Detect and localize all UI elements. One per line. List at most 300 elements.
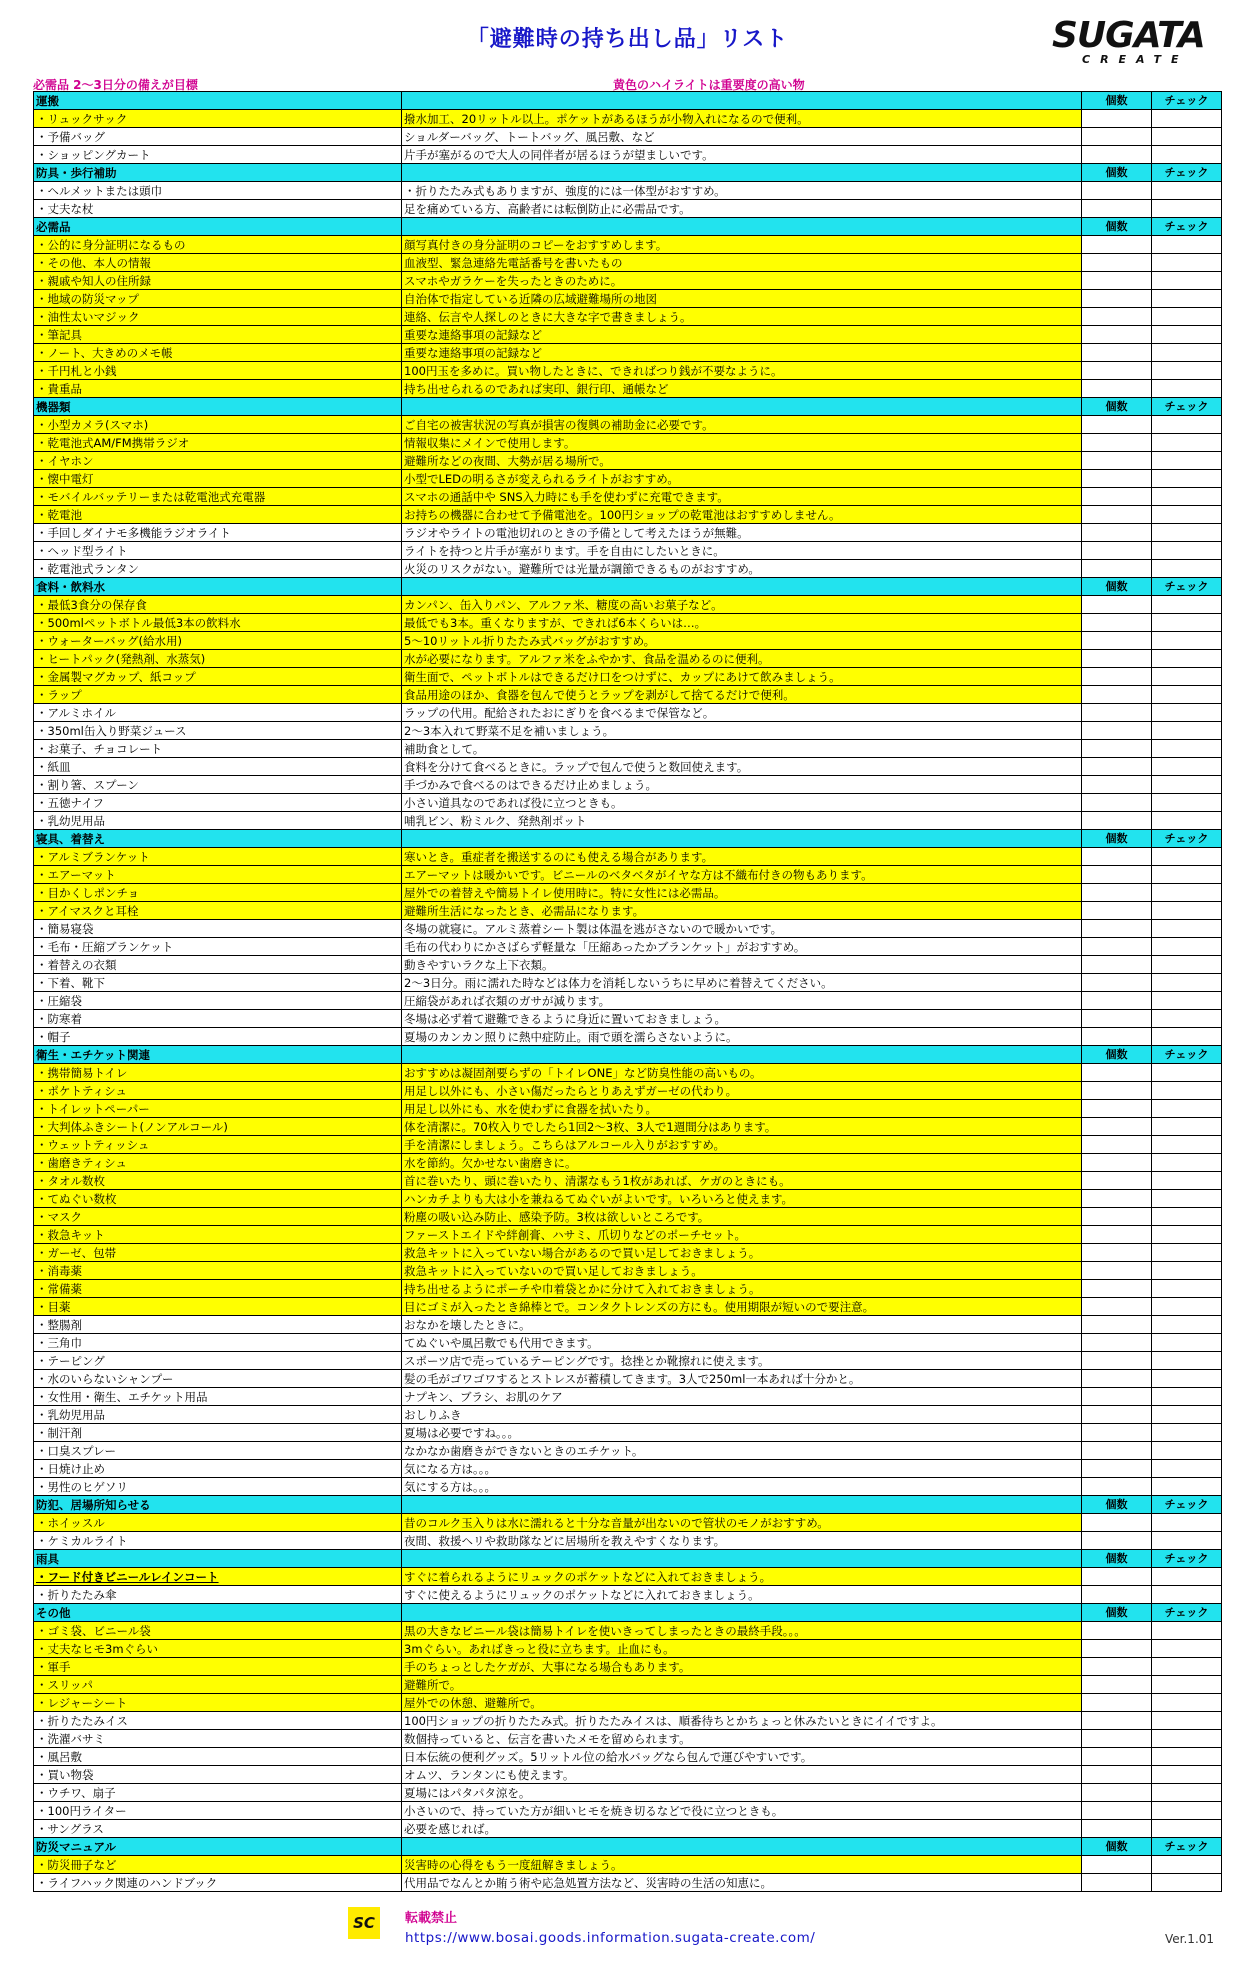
item-count-cell[interactable] (1082, 1802, 1152, 1820)
item-count-cell[interactable] (1082, 236, 1152, 254)
item-count-cell[interactable] (1082, 1208, 1152, 1226)
item-description: 2〜3本入れて野菜不足を補いましょう。 (402, 722, 1082, 740)
item-description: 夏場のカンカン照りに熱中症防止。雨で頭を濡らさないように。 (402, 1028, 1082, 1046)
item-check-cell[interactable] (1152, 1298, 1222, 1316)
item-check-cell[interactable] (1152, 1658, 1222, 1676)
item-count-cell[interactable] (1082, 902, 1152, 920)
item-count-cell[interactable] (1082, 776, 1152, 794)
item-row (34, 488, 1222, 506)
item-check-cell[interactable] (1152, 236, 1222, 254)
item-row (34, 560, 1222, 578)
item-row (34, 902, 1222, 920)
item-check-cell[interactable] (1152, 1352, 1222, 1370)
item-count-cell[interactable] (1082, 1118, 1152, 1136)
item-count-cell[interactable] (1082, 1748, 1152, 1766)
item-name: ・折りたたみ傘 (34, 1586, 402, 1604)
item-check-cell[interactable] (1152, 1424, 1222, 1442)
item-check-cell[interactable] (1152, 704, 1222, 722)
item-row (34, 1424, 1222, 1442)
item-description: 顔写真付きの身分証明のコピーをおすすめします。 (402, 236, 1082, 254)
item-row (34, 236, 1222, 254)
item-count-cell[interactable] (1082, 1010, 1152, 1028)
item-check-cell[interactable] (1152, 812, 1222, 830)
item-count-cell[interactable] (1082, 758, 1152, 776)
item-check-cell[interactable] (1152, 1532, 1222, 1550)
item-name: ・割り箸、スプーン (34, 776, 402, 794)
item-count-cell[interactable] (1082, 272, 1152, 290)
item-check-cell[interactable] (1152, 776, 1222, 794)
item-count-cell[interactable] (1082, 704, 1152, 722)
item-count-cell[interactable] (1082, 380, 1152, 398)
item-check-cell[interactable] (1152, 1388, 1222, 1406)
item-check-cell[interactable] (1152, 1640, 1222, 1658)
item-check-cell[interactable] (1152, 542, 1222, 560)
item-check-cell[interactable] (1152, 1586, 1222, 1604)
item-count-cell[interactable] (1082, 1874, 1152, 1892)
item-check-cell[interactable] (1152, 1226, 1222, 1244)
item-check-cell[interactable] (1152, 1028, 1222, 1046)
item-name: ・乾電池式ランタン (34, 560, 402, 578)
item-count-cell[interactable] (1082, 938, 1152, 956)
category-name: 必需品 (34, 218, 402, 236)
item-count-cell[interactable] (1082, 1280, 1152, 1298)
item-count-cell[interactable] (1082, 1064, 1152, 1082)
item-count-cell[interactable] (1082, 992, 1152, 1010)
item-check-cell[interactable] (1152, 1766, 1222, 1784)
item-check-cell[interactable] (1152, 380, 1222, 398)
item-name: ・ガーゼ、包帯 (34, 1244, 402, 1262)
item-check-cell[interactable] (1152, 506, 1222, 524)
item-name: ・マスク (34, 1208, 402, 1226)
item-row (34, 938, 1222, 956)
item-name: ・女性用・衛生、エチケット用品 (34, 1388, 402, 1406)
item-description: なかなか歯磨きができないときのエチケット。 (402, 1442, 1082, 1460)
item-description: スポーツ店で売っているテーピングです。捻挫とか靴擦れに使えます。 (402, 1352, 1082, 1370)
item-name: ・乾電池 (34, 506, 402, 524)
item-check-cell[interactable] (1152, 1334, 1222, 1352)
category-blank-cell (402, 218, 1082, 236)
item-description: 代用品でなんとか賄う術や応急処置方法など、災害時の生活の知恵に。 (402, 1874, 1082, 1892)
item-count-cell[interactable] (1082, 110, 1152, 128)
item-row (34, 812, 1222, 830)
item-check-cell[interactable] (1152, 1136, 1222, 1154)
item-count-cell[interactable] (1082, 1478, 1152, 1496)
item-row (34, 1874, 1222, 1892)
item-count-cell[interactable] (1082, 1154, 1152, 1172)
item-count-cell[interactable] (1082, 416, 1152, 434)
check-column-header: チェック (1152, 1496, 1222, 1514)
count-column-header: 個数 (1082, 92, 1152, 110)
item-check-cell[interactable] (1152, 272, 1222, 290)
item-count-cell[interactable] (1082, 470, 1152, 488)
item-count-cell[interactable] (1082, 1316, 1152, 1334)
item-check-cell[interactable] (1152, 848, 1222, 866)
item-count-cell[interactable] (1082, 1100, 1152, 1118)
item-description: 補助食として。 (402, 740, 1082, 758)
item-count-cell[interactable] (1082, 974, 1152, 992)
item-check-cell[interactable] (1152, 1748, 1222, 1766)
item-description: 重要な連絡事項の記録など (402, 326, 1082, 344)
item-check-cell[interactable] (1152, 1460, 1222, 1478)
item-name: ・防寒着 (34, 1010, 402, 1028)
item-check-cell[interactable] (1152, 722, 1222, 740)
item-count-cell[interactable] (1082, 1370, 1152, 1388)
item-row (34, 1136, 1222, 1154)
item-check-cell[interactable] (1152, 686, 1222, 704)
item-row (34, 308, 1222, 326)
item-check-cell[interactable] (1152, 1874, 1222, 1892)
category-name: 機器類 (34, 398, 402, 416)
item-name: ・目薬 (34, 1298, 402, 1316)
item-check-cell[interactable] (1152, 1406, 1222, 1424)
category-header-row (34, 1496, 1222, 1514)
item-name: ・帽子 (34, 1028, 402, 1046)
item-description: 自治体で指定している近隣の広域避難場所の地図 (402, 290, 1082, 308)
item-count-cell[interactable] (1082, 614, 1152, 632)
item-count-cell[interactable] (1082, 1334, 1152, 1352)
item-check-cell[interactable] (1152, 1514, 1222, 1532)
item-row (34, 380, 1222, 398)
item-description: エアーマットは暖かいです。ビニールのベタベタがイヤな方は不織布付きの物もあります。 (402, 866, 1082, 884)
item-row (34, 1712, 1222, 1730)
item-name: ・三角巾 (34, 1334, 402, 1352)
item-row (34, 128, 1222, 146)
item-count-cell[interactable] (1082, 362, 1152, 380)
item-name: ・イヤホン (34, 452, 402, 470)
item-check-cell[interactable] (1152, 1010, 1222, 1028)
item-check-cell[interactable] (1152, 884, 1222, 902)
item-description: 日本伝統の便利グッズ。5リットル位の給水バッグなら包んで運びやすいです。 (402, 1748, 1082, 1766)
item-name: ・ライフハック関連のハンドブック (34, 1874, 402, 1892)
item-check-cell[interactable] (1152, 1316, 1222, 1334)
item-count-cell[interactable] (1082, 1298, 1152, 1316)
item-row (34, 1190, 1222, 1208)
item-check-cell[interactable] (1152, 740, 1222, 758)
item-description: ハンカチよりも大は小を兼ねるてぬぐいがよいです。いろいろと使えます。 (402, 1190, 1082, 1208)
check-column-header: チェック (1152, 1046, 1222, 1064)
item-check-cell[interactable] (1152, 326, 1222, 344)
item-check-cell[interactable] (1152, 182, 1222, 200)
item-check-cell[interactable] (1152, 632, 1222, 650)
item-row (34, 110, 1222, 128)
item-check-cell[interactable] (1152, 1154, 1222, 1172)
item-description: 屋外での休憩、避難所で。 (402, 1694, 1082, 1712)
item-name: ・目かくしポンチョ (34, 884, 402, 902)
item-count-cell[interactable] (1082, 596, 1152, 614)
item-count-cell[interactable] (1082, 308, 1152, 326)
item-row (34, 1622, 1222, 1640)
item-description: 必要を感じれば。 (402, 1820, 1082, 1838)
item-check-cell[interactable] (1152, 362, 1222, 380)
item-count-cell[interactable] (1082, 1352, 1152, 1370)
item-name[interactable] (34, 1568, 402, 1586)
item-row (34, 542, 1222, 560)
item-name: ・100円ライター (34, 1802, 402, 1820)
item-description: ラップの代用。配給されたおにぎりを食べるまで保管など。 (402, 704, 1082, 722)
item-count-cell[interactable] (1082, 1658, 1152, 1676)
item-count-cell[interactable] (1082, 722, 1152, 740)
item-check-cell[interactable] (1152, 1118, 1222, 1136)
item-check-cell[interactable] (1152, 1190, 1222, 1208)
item-check-cell[interactable] (1152, 560, 1222, 578)
item-row (34, 686, 1222, 704)
item-description: 気にする方は。。。 (402, 1478, 1082, 1496)
item-description: 用足し以外にも、小さい傷だったらとりあえずガーゼの代わり。 (402, 1082, 1082, 1100)
item-check-cell[interactable] (1152, 1784, 1222, 1802)
item-count-cell[interactable] (1082, 254, 1152, 272)
item-check-cell[interactable] (1152, 866, 1222, 884)
item-name: ・アルミホイル (34, 704, 402, 722)
item-check-cell[interactable] (1152, 1802, 1222, 1820)
item-description: 救急キットに入っていないので買い足しておきましょう。 (402, 1262, 1082, 1280)
item-count-cell[interactable] (1082, 1262, 1152, 1280)
count-column-header: 個数 (1082, 164, 1152, 182)
item-count-cell[interactable] (1082, 1172, 1152, 1190)
item-check-cell[interactable] (1152, 1064, 1222, 1082)
item-name: ・タオル数枚 (34, 1172, 402, 1190)
item-name: ・制汗剤 (34, 1424, 402, 1442)
item-row (34, 1514, 1222, 1532)
item-count-cell[interactable] (1082, 668, 1152, 686)
item-count-cell[interactable] (1082, 1136, 1152, 1154)
item-row (34, 470, 1222, 488)
item-check-cell[interactable] (1152, 974, 1222, 992)
item-description: 粉塵の吸い込み防止、感染予防。3枚は欲しいところです。 (402, 1208, 1082, 1226)
item-count-cell[interactable] (1082, 506, 1152, 524)
site-url-link[interactable]: https://www.bosai.goods.information.sugata-create.com/ (405, 1930, 816, 1946)
category-header-row (34, 398, 1222, 416)
item-check-cell[interactable] (1152, 1442, 1222, 1460)
item-check-cell[interactable] (1152, 1478, 1222, 1496)
item-check-cell[interactable] (1152, 344, 1222, 362)
item-count-cell[interactable] (1082, 956, 1152, 974)
item-count-cell[interactable] (1082, 1586, 1152, 1604)
item-check-cell[interactable] (1152, 1622, 1222, 1640)
item-check-cell[interactable] (1152, 1568, 1222, 1586)
item-count-cell[interactable] (1082, 1082, 1152, 1100)
item-name: ・手回しダイナモ多機能ラジオライト (34, 524, 402, 542)
subheading-goal: 必需品 2〜3日分の備えが目標 (33, 78, 198, 92)
count-column-header: 個数 (1082, 1604, 1152, 1622)
item-description: 火災のリスクがない。避難所では光量が調節できるものがおすすめ。 (402, 560, 1082, 578)
check-column-header: チェック (1152, 578, 1222, 596)
item-count-cell[interactable] (1082, 1028, 1152, 1046)
item-count-cell[interactable] (1082, 128, 1152, 146)
item-check-cell[interactable] (1152, 1082, 1222, 1100)
item-count-cell[interactable] (1082, 1784, 1152, 1802)
item-check-cell[interactable] (1152, 902, 1222, 920)
item-count-cell[interactable] (1082, 866, 1152, 884)
item-count-cell[interactable] (1082, 1190, 1152, 1208)
item-check-cell[interactable] (1152, 1820, 1222, 1838)
item-check-cell[interactable] (1152, 920, 1222, 938)
item-count-cell[interactable] (1082, 1676, 1152, 1694)
item-count-cell[interactable] (1082, 1226, 1152, 1244)
item-row (34, 992, 1222, 1010)
item-description: 5〜10リットル折りたたみ式バッグがおすすめ。 (402, 632, 1082, 650)
item-count-cell[interactable] (1082, 1244, 1152, 1262)
item-row (34, 1154, 1222, 1172)
item-count-cell[interactable] (1082, 290, 1152, 308)
item-count-cell[interactable] (1082, 434, 1152, 452)
item-check-cell[interactable] (1152, 416, 1222, 434)
item-count-cell[interactable] (1082, 542, 1152, 560)
category-blank-cell (402, 830, 1082, 848)
item-count-cell[interactable] (1082, 1568, 1152, 1586)
item-description: 水が必要になります。アルファ米をふやかす、食品を温めるのに便利。 (402, 650, 1082, 668)
item-name: ・ポケトティシュ (34, 1082, 402, 1100)
item-check-cell[interactable] (1152, 290, 1222, 308)
item-row (34, 290, 1222, 308)
item-count-cell[interactable] (1082, 812, 1152, 830)
item-row (34, 506, 1222, 524)
item-count-cell[interactable] (1082, 1856, 1152, 1874)
item-count-cell[interactable] (1082, 1532, 1152, 1550)
item-check-cell[interactable] (1152, 200, 1222, 218)
item-count-cell[interactable] (1082, 1640, 1152, 1658)
item-count-cell[interactable] (1082, 1424, 1152, 1442)
item-check-cell[interactable] (1152, 1262, 1222, 1280)
subheading (33, 76, 1255, 92)
item-check-cell[interactable] (1152, 146, 1222, 164)
category-blank-cell (402, 1604, 1082, 1622)
item-count-cell[interactable] (1082, 884, 1152, 902)
category-name: 防災マニュアル (34, 1838, 402, 1856)
item-description: 哺乳ビン、粉ミルク、発熱剤ポット (402, 812, 1082, 830)
item-check-cell[interactable] (1152, 1244, 1222, 1262)
item-check-cell[interactable] (1152, 1712, 1222, 1730)
item-count-cell[interactable] (1082, 200, 1152, 218)
item-count-cell[interactable] (1082, 182, 1152, 200)
item-count-cell[interactable] (1082, 488, 1152, 506)
category-blank-cell (402, 578, 1082, 596)
item-check-cell[interactable] (1152, 1694, 1222, 1712)
item-check-cell[interactable] (1152, 650, 1222, 668)
item-check-cell[interactable] (1152, 1208, 1222, 1226)
category-blank-cell (402, 1046, 1082, 1064)
item-count-cell[interactable] (1082, 560, 1152, 578)
item-count-cell[interactable] (1082, 524, 1152, 542)
item-check-cell[interactable] (1152, 992, 1222, 1010)
item-description: 冬場の就寝に。アルミ蒸着シート製は体温を逃がさないので暖かいです。 (402, 920, 1082, 938)
item-check-cell[interactable] (1152, 1676, 1222, 1694)
item-check-cell[interactable] (1152, 938, 1222, 956)
item-check-cell[interactable] (1152, 452, 1222, 470)
item-check-cell[interactable] (1152, 1280, 1222, 1298)
item-name-link[interactable]: ・フード付きビニールレインコート (36, 1569, 219, 1584)
category-header-row (34, 1550, 1222, 1568)
item-count-cell[interactable] (1082, 146, 1152, 164)
item-check-cell[interactable] (1152, 488, 1222, 506)
item-count-cell[interactable] (1082, 1460, 1152, 1478)
item-name: ・サングラス (34, 1820, 402, 1838)
item-check-cell[interactable] (1152, 956, 1222, 974)
item-count-cell[interactable] (1082, 1388, 1152, 1406)
item-count-cell[interactable] (1082, 740, 1152, 758)
item-count-cell[interactable] (1082, 632, 1152, 650)
item-count-cell[interactable] (1082, 344, 1152, 362)
item-row (34, 1010, 1222, 1028)
item-description: 避難所などの夜間、大勢が居る場所で。 (402, 452, 1082, 470)
item-row (34, 1082, 1222, 1100)
count-column-header: 個数 (1082, 1838, 1152, 1856)
item-count-cell[interactable] (1082, 848, 1152, 866)
item-description: 片手が塞がるので大人の同伴者が居るほうが望ましいです。 (402, 146, 1082, 164)
item-name: ・ホイッスル (34, 1514, 402, 1532)
item-count-cell[interactable] (1082, 1514, 1152, 1532)
item-count-cell[interactable] (1082, 686, 1152, 704)
item-check-cell[interactable] (1152, 1370, 1222, 1388)
item-description: 小型でLEDの明るさが変えられるライトがおすすめ。 (402, 470, 1082, 488)
item-row (34, 1406, 1222, 1424)
item-row (34, 1640, 1222, 1658)
brand-logo (1052, 15, 1222, 66)
item-count-cell[interactable] (1082, 1730, 1152, 1748)
item-check-cell[interactable] (1152, 128, 1222, 146)
item-description: スマホやガラケーを失ったときのために。 (402, 272, 1082, 290)
item-name: ・千円札と小銭 (34, 362, 402, 380)
item-count-cell[interactable] (1082, 452, 1152, 470)
category-blank-cell (402, 1550, 1082, 1568)
item-check-cell[interactable] (1152, 434, 1222, 452)
item-check-cell[interactable] (1152, 1100, 1222, 1118)
item-description: 用足し以外にも、水を使わずに食器を拭いたり。 (402, 1100, 1082, 1118)
item-count-cell[interactable] (1082, 1694, 1152, 1712)
item-check-cell[interactable] (1152, 596, 1222, 614)
item-count-cell[interactable] (1082, 1622, 1152, 1640)
item-name: ・洗濯バサミ (34, 1730, 402, 1748)
item-check-cell[interactable] (1152, 254, 1222, 272)
item-row (34, 758, 1222, 776)
item-check-cell[interactable] (1152, 1730, 1222, 1748)
item-count-cell[interactable] (1082, 1766, 1152, 1784)
item-name: ・油性太いマジック (34, 308, 402, 326)
item-name: ・その他、本人の情報 (34, 254, 402, 272)
item-count-cell[interactable] (1082, 1820, 1152, 1838)
item-description: 食料を分けて食べるときに。ラップで包んで使うと数回使えます。 (402, 758, 1082, 776)
item-count-cell[interactable] (1082, 326, 1152, 344)
logo-main-text: SUGATA (1052, 15, 1205, 56)
item-row (34, 1064, 1222, 1082)
item-check-cell[interactable] (1152, 308, 1222, 326)
item-check-cell[interactable] (1152, 1856, 1222, 1874)
item-row (34, 776, 1222, 794)
item-count-cell[interactable] (1082, 794, 1152, 812)
item-check-cell[interactable] (1152, 794, 1222, 812)
item-check-cell[interactable] (1152, 524, 1222, 542)
check-column-header: チェック (1152, 1550, 1222, 1568)
item-check-cell[interactable] (1152, 758, 1222, 776)
item-name: ・アイマスクと耳栓 (34, 902, 402, 920)
checklist-table (33, 91, 1222, 1892)
category-name: 防犯、居場所知らせる (34, 1496, 402, 1514)
item-description: 撥水加工、20リットル以上。ポケットがあるほうが小物入れになるので便利。 (402, 110, 1082, 128)
item-check-cell[interactable] (1152, 614, 1222, 632)
item-check-cell[interactable] (1152, 668, 1222, 686)
item-count-cell[interactable] (1082, 1712, 1152, 1730)
item-check-cell[interactable] (1152, 470, 1222, 488)
item-check-cell[interactable] (1152, 110, 1222, 128)
item-count-cell[interactable] (1082, 1406, 1152, 1424)
item-description: 避難所生活になったとき、必需品になります。 (402, 902, 1082, 920)
item-count-cell[interactable] (1082, 650, 1152, 668)
item-name: ・歯磨きティシュ (34, 1154, 402, 1172)
item-description: おしりふき (402, 1406, 1082, 1424)
item-count-cell[interactable] (1082, 920, 1152, 938)
item-description: 小さい道具なのであれば役に立つときも。 (402, 794, 1082, 812)
item-check-cell[interactable] (1152, 1172, 1222, 1190)
item-count-cell[interactable] (1082, 1442, 1152, 1460)
